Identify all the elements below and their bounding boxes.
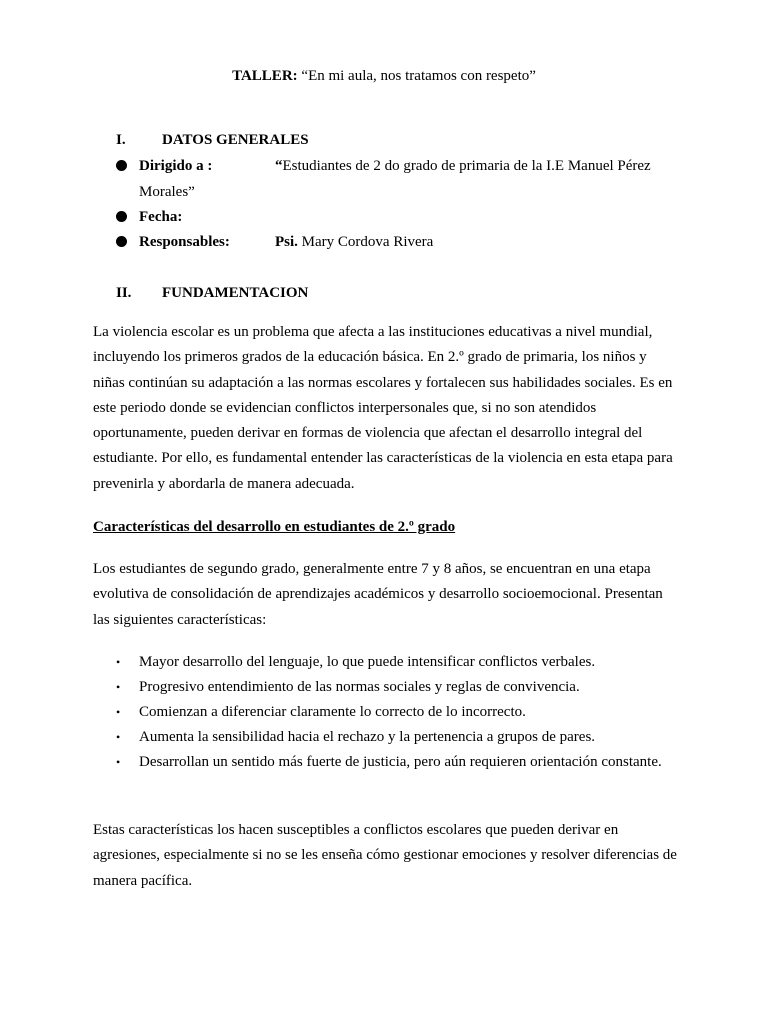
- section-fundamentacion-heading: [116, 283, 308, 303]
- section-datos-generales-heading: [116, 130, 309, 150]
- dirigido-quote: “: [275, 158, 283, 174]
- responsables-value: Mary Cordova Rivera: [297, 234, 434, 250]
- section-number: II.: [116, 285, 132, 301]
- list-item: [93, 700, 678, 725]
- list-item: [93, 750, 678, 775]
- fecha-row: [116, 204, 676, 230]
- title-text: “En mi aula, nos tratamos con respeto”: [297, 68, 536, 84]
- fecha-label: Fecha:: [139, 209, 183, 225]
- bullet-icon: •: [116, 730, 121, 744]
- list-item-text: Comienzan a diferenciar claramente lo correcto de lo incorrecto.: [139, 704, 526, 720]
- bullet-icon: •: [116, 755, 121, 769]
- bullet-dot-icon: [116, 211, 127, 222]
- responsables-row: [116, 229, 676, 255]
- caracteristicas-list: [93, 650, 678, 775]
- list-item-text: Aumenta la sensibilidad hacia el rechazo y la pertenencia a grupos de pares.: [139, 729, 596, 745]
- list-item-text: Desarrollan un sentido más fuerte de justicia, pero aún requieren orientación constante.: [139, 754, 662, 770]
- bullet-dot-icon: [116, 160, 127, 171]
- section-number: I.: [116, 132, 126, 148]
- fundamentacion-paragraph: La violencia escolar es un problema que afecta a las instituciones educativas a nivel mundial, incluyendo los primeros grados de la educación básica. En 2.º grado de primaria, los niños y niñas continúan su adaptación a las normas escolares y fortalecen sus habilidades sociales. Es en este periodo donde se evidencian conflictos interpersonales que, si no son atendidos oportunamente, pueden derivar en formas de violencia que afectan el desarrollo integral del estudiante. Por ello, es fundamental entender las características de la violencia en esta etapa para prevenirla y abordarla de manera adecuada.: [93, 324, 673, 492]
- dirigido-label: Dirigido a :: [139, 158, 213, 174]
- list-item: [93, 675, 678, 700]
- responsables-prefix: Psi.: [275, 234, 298, 250]
- bullet-icon: •: [116, 705, 121, 719]
- list-item: [93, 650, 678, 675]
- list-item-text: Mayor desarrollo del lenguaje, lo que puede intensificar conflictos verbales.: [139, 654, 596, 670]
- caracteristicas-closing: Estas características los hacen susceptibles a conflictos escolares que pueden derivar en agresiones, especialmente si no se les enseña cómo gestionar emociones y resolver diferencias de manera pacífica.: [93, 822, 677, 889]
- list-item-text: Progresivo entendimiento de las normas sociales y reglas de convivencia.: [139, 679, 580, 695]
- list-item: [93, 725, 678, 750]
- dirigido-row: [116, 153, 676, 179]
- bullet-icon: •: [116, 655, 121, 669]
- dirigido-continuation: Morales”: [139, 184, 195, 200]
- responsables-label: Responsables:: [139, 234, 230, 250]
- title-label: TALLER:: [232, 68, 298, 84]
- bullet-dot-icon: [116, 236, 127, 247]
- caracteristicas-heading: Características del desarrollo en estudiantes de 2.º grado: [93, 519, 456, 535]
- bullet-icon: •: [116, 680, 121, 694]
- dirigido-value: Estudiantes de 2 do grado de primaria de la I.E Manuel Pérez: [282, 158, 651, 174]
- caracteristicas-intro: Los estudiantes de segundo grado, generalmente entre 7 y 8 años, se encuentran en una etapa evolutiva de consolidación de aprendizajes académicos y desarrollo socioemocional. Presentan las siguientes características:: [93, 561, 663, 628]
- document-title: [0, 66, 768, 86]
- section-title: DATOS GENERALES: [162, 132, 309, 148]
- section-title: FUNDAMENTACION: [162, 285, 309, 301]
